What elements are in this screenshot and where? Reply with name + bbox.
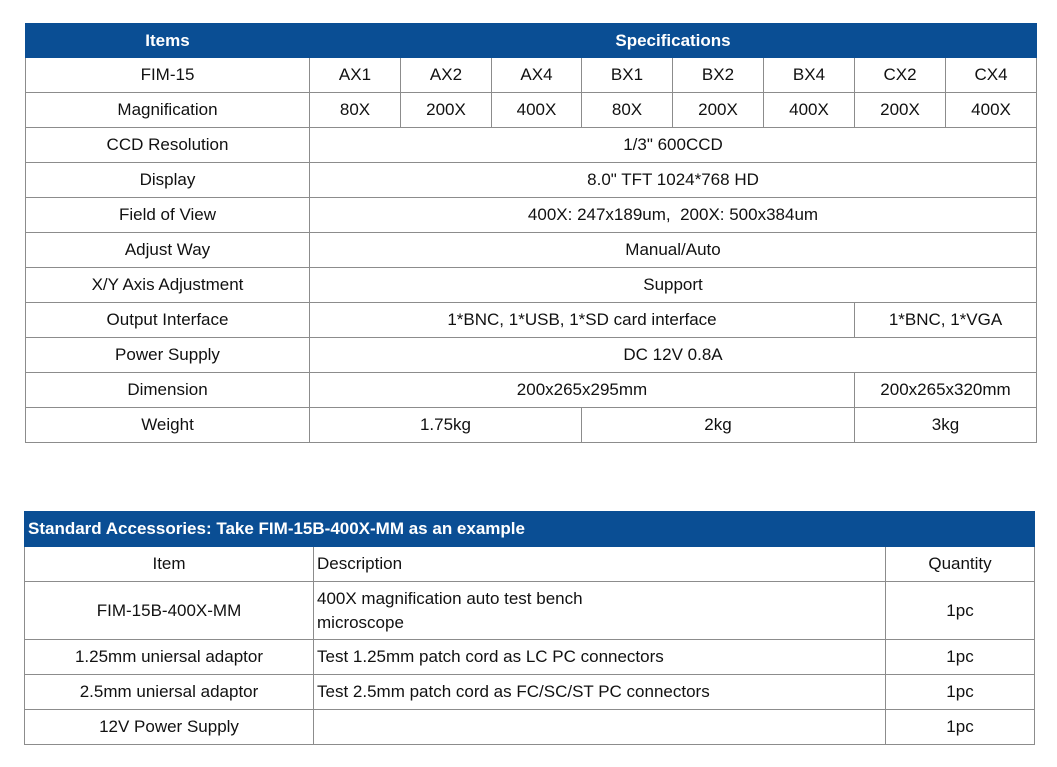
- ccd-label: CCD Resolution: [26, 128, 310, 163]
- accessories-table: [24, 511, 1035, 745]
- dimension-value-ab: 200x265x295mm: [310, 373, 855, 408]
- xy-label: X/Y Axis Adjustment: [26, 268, 310, 303]
- dimension-value-c: 200x265x320mm: [855, 373, 1037, 408]
- accessory-row: [25, 710, 1035, 745]
- accessory-row: [25, 675, 1035, 710]
- magnification-cell: 400X: [946, 93, 1037, 128]
- accessories-title-row: [25, 512, 1035, 547]
- power-label: Power Supply: [26, 338, 310, 373]
- description-line: 400X magnification auto test bench: [317, 588, 583, 608]
- output-value-ab: 1*BNC, 1*USB, 1*SD card interface: [310, 303, 855, 338]
- power-value: DC 12V 0.8A: [310, 338, 1037, 373]
- magnification-cell: 200X: [401, 93, 492, 128]
- model-cell: AX4: [492, 58, 582, 93]
- adjust-value: Manual/Auto: [310, 233, 1037, 268]
- magnification-label: Magnification: [26, 93, 310, 128]
- model-cell: AX1: [310, 58, 401, 93]
- magnification-cell: 400X: [492, 93, 582, 128]
- accessory-row: [25, 640, 1035, 675]
- magnification-cell: 400X: [764, 93, 855, 128]
- weight-row: [26, 408, 1037, 443]
- description-line: microscope: [317, 612, 404, 632]
- specifications-header: Specifications: [310, 24, 1037, 58]
- weight-value-c: 3kg: [855, 408, 1037, 443]
- xy-value: Support: [310, 268, 1037, 303]
- dimension-label: Dimension: [26, 373, 310, 408]
- accessory-item: FIM-15B-400X-MM: [25, 582, 314, 640]
- model-cell: BX4: [764, 58, 855, 93]
- adjust-label: Adjust Way: [26, 233, 310, 268]
- model-cell: CX4: [946, 58, 1037, 93]
- fov-row: [26, 198, 1037, 233]
- output-row: [26, 303, 1037, 338]
- model-row: [26, 58, 1037, 93]
- weight-label: Weight: [26, 408, 310, 443]
- accessory-description: Test 1.25mm patch cord as LC PC connectors: [314, 640, 886, 675]
- adjust-row: [26, 233, 1037, 268]
- model-cell: BX1: [582, 58, 673, 93]
- model-cell: AX2: [401, 58, 492, 93]
- magnification-cell: 200X: [673, 93, 764, 128]
- accessory-item: 2.5mm uniersal adaptor: [25, 675, 314, 710]
- accessory-quantity: 1pc: [886, 675, 1035, 710]
- fov-value: 400X: 247x189um, 200X: 500x384um: [310, 198, 1037, 233]
- magnification-cell: 80X: [310, 93, 401, 128]
- fov-label: Field of View: [26, 198, 310, 233]
- accessory-quantity: 1pc: [886, 710, 1035, 745]
- items-header: Items: [26, 24, 310, 58]
- accessory-row: [25, 582, 1035, 640]
- accessory-item: 1.25mm uniersal adaptor: [25, 640, 314, 675]
- model-label: FIM-15: [26, 58, 310, 93]
- xy-row: [26, 268, 1037, 303]
- description-header: Description: [314, 547, 886, 582]
- magnification-cell: 80X: [582, 93, 673, 128]
- weight-value-b: 2kg: [582, 408, 855, 443]
- ccd-value: 1/3" 600CCD: [310, 128, 1037, 163]
- ccd-row: [26, 128, 1037, 163]
- item-header: Item: [25, 547, 314, 582]
- accessory-quantity: 1pc: [886, 640, 1035, 675]
- power-row: [26, 338, 1037, 373]
- accessories-header-row: [25, 547, 1035, 582]
- magnification-cell: 200X: [855, 93, 946, 128]
- display-row: [26, 163, 1037, 198]
- spec-header-row: [26, 24, 1037, 58]
- dimension-row: [26, 373, 1037, 408]
- accessory-quantity: 1pc: [886, 582, 1035, 640]
- weight-value-a: 1.75kg: [310, 408, 582, 443]
- model-cell: CX2: [855, 58, 946, 93]
- display-value: 8.0" TFT 1024*768 HD: [310, 163, 1037, 198]
- specifications-table: [25, 23, 1037, 443]
- quantity-header: Quantity: [886, 547, 1035, 582]
- output-value-c: 1*BNC, 1*VGA: [855, 303, 1037, 338]
- accessory-description: Test 2.5mm patch cord as FC/SC/ST PC connectors: [314, 675, 886, 710]
- accessory-description: [314, 710, 886, 745]
- accessory-item: 12V Power Supply: [25, 710, 314, 745]
- accessory-description: [314, 582, 886, 640]
- display-label: Display: [26, 163, 310, 198]
- magnification-row: [26, 93, 1037, 128]
- model-cell: BX2: [673, 58, 764, 93]
- output-label: Output Interface: [26, 303, 310, 338]
- accessories-title: Standard Accessories: Take FIM-15B-400X-MM as an example: [25, 512, 1035, 547]
